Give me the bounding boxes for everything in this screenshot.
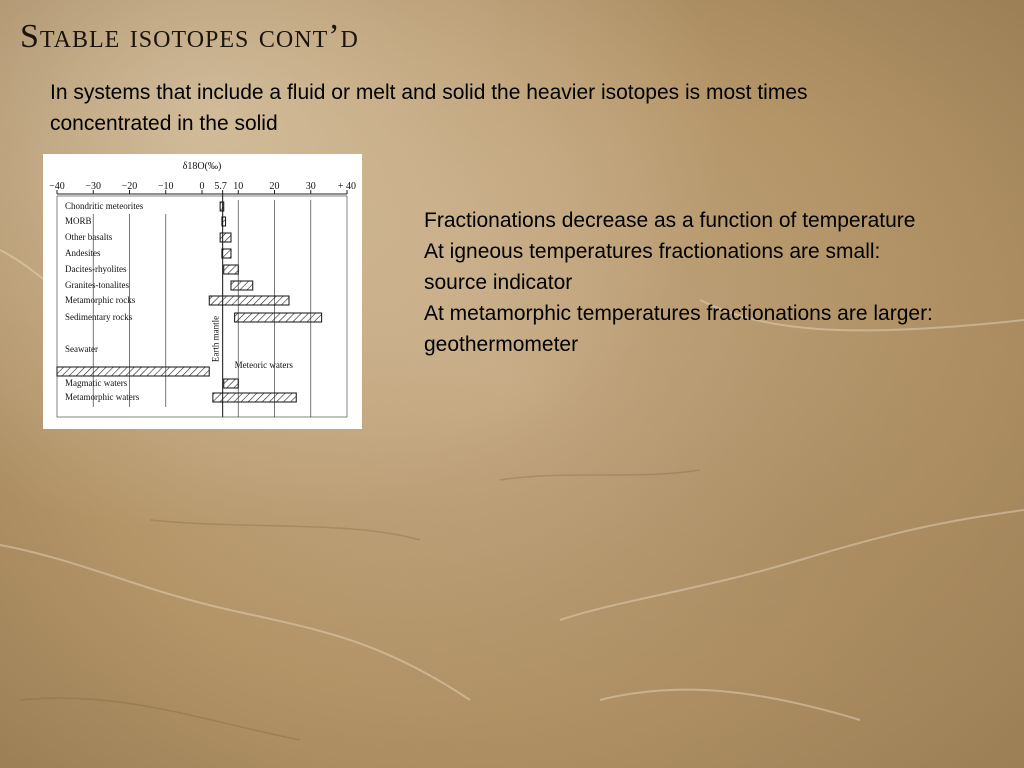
x-tick-label: 0: [199, 181, 205, 192]
range-bar: [222, 249, 231, 258]
x-tick-label: 10: [233, 181, 244, 192]
isotope-chart: [43, 154, 362, 429]
range-bar: [220, 233, 231, 242]
range-bar: [224, 379, 239, 388]
note-igneous: At igneous temperatures fractionations are small: source indicator: [424, 240, 881, 294]
category-label: Sedimentary rocks: [65, 312, 133, 322]
range-bar: [209, 296, 289, 305]
category-label: Metamorphic rocks: [65, 295, 136, 305]
intro-text: In systems that include a fluid or melt and solid the heavier isotopes is most times concentrated in the solid: [50, 81, 808, 135]
x-tick-label: 20: [269, 181, 280, 192]
range-bar: [222, 217, 226, 226]
bullet-notes: [424, 205, 944, 360]
category-label: Other basalts: [65, 232, 113, 242]
category-label: Andesites: [65, 248, 101, 258]
category-label: Chondritic meteorites: [65, 201, 144, 211]
x-tick-label: −30: [85, 181, 102, 192]
x-tick-label: 5.7: [214, 181, 227, 192]
range-bar: [220, 202, 224, 211]
category-label: MORB: [65, 216, 92, 226]
note-temperature: Fractionations decrease as a function of temperature: [424, 209, 916, 232]
chart-annotation: Earth mantle: [210, 315, 221, 363]
chart-title: δ18O(‰): [182, 161, 222, 172]
range-bar: [235, 313, 322, 322]
category-label: Dacites-rhyolites: [65, 264, 127, 274]
x-tick-label: −40: [49, 181, 65, 192]
x-tick-label: + 40: [337, 181, 357, 192]
category-label: Magmatic waters: [65, 378, 128, 388]
x-tick-label: 30: [305, 181, 316, 192]
category-label: Metamorphic waters: [65, 392, 140, 402]
category-label: Granites-tonalites: [65, 280, 129, 290]
range-bar: [224, 265, 239, 274]
x-tick-label: −20: [121, 181, 138, 192]
slide-title: Stable isotopes cont’d: [20, 18, 359, 55]
x-tick-label: −10: [157, 181, 174, 192]
range-bar: [231, 281, 253, 290]
note-metamorphic: At metamorphic temperatures fractionations are larger: geothermometer: [424, 302, 933, 356]
category-label: Meteoric waters: [234, 360, 293, 370]
range-bar: [213, 393, 296, 402]
category-label: Seawater: [65, 344, 98, 354]
range-bar: [57, 367, 209, 376]
